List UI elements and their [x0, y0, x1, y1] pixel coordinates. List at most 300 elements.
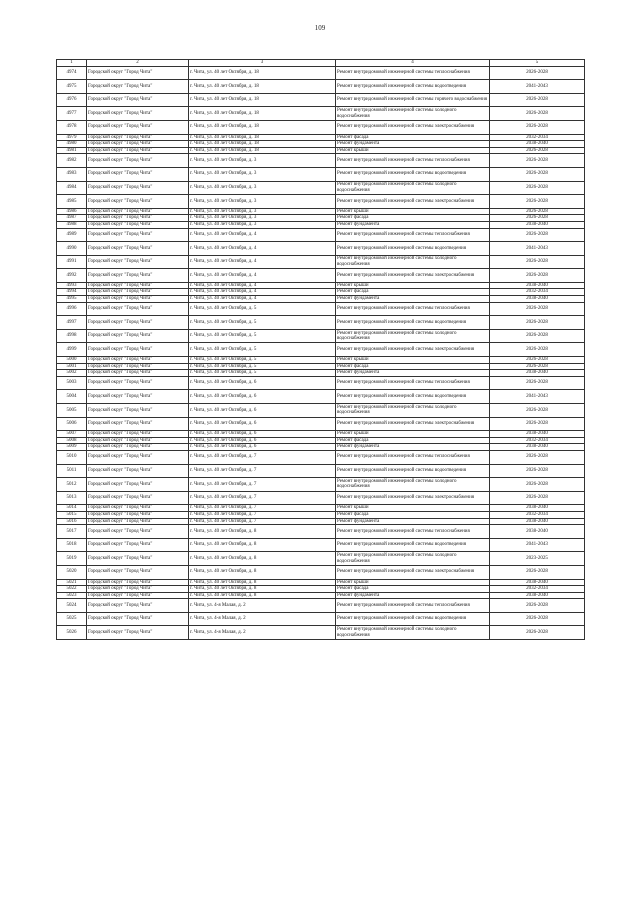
cell-work-type: Ремонт внутридомовой инженерной системы электроснабжения	[336, 491, 490, 505]
table-row	[57, 147, 585, 154]
cell-row-number: 4992	[57, 269, 87, 283]
cell-municipality: Городской округ "Город Чита"	[87, 450, 189, 464]
cell-row-number: 5012	[57, 478, 87, 492]
table-row	[57, 282, 585, 289]
cell-period: 2026-2028	[490, 302, 585, 316]
cell-work-type: Ремонт внутридомовой инженерной системы водоотведения	[336, 80, 490, 94]
cell-row-number: 4983	[57, 167, 87, 181]
cell-period: 2038-2040	[490, 141, 585, 148]
cell-period: 2041-2043	[490, 390, 585, 404]
cell-municipality: Городской округ "Город Чита"	[87, 417, 189, 431]
table-row	[57, 579, 585, 586]
table-row	[57, 343, 585, 357]
cell-row-number: 5018	[57, 538, 87, 552]
cell-municipality: Городской округ "Город Чита"	[87, 134, 189, 141]
cell-period: 2038-2040	[490, 518, 585, 525]
cell-period: 2026-2028	[490, 269, 585, 283]
cell-work-type: Ремонт крыши	[336, 282, 490, 289]
cell-work-type: Ремонт внутридомовой инженерной системы электроснабжения	[336, 120, 490, 134]
table-row	[57, 404, 585, 418]
table-row	[57, 511, 585, 518]
cell-municipality: Городской округ "Город Чита"	[87, 376, 189, 390]
table-row	[57, 390, 585, 404]
cell-municipality: Городской округ "Город Чита"	[87, 464, 189, 478]
cell-address: г. Чита, ул. 40 лет Октября, д. 4	[189, 296, 336, 303]
table-row	[57, 586, 585, 593]
cell-municipality: Городской округ "Город Чита"	[87, 565, 189, 579]
cell-row-number: 4994	[57, 289, 87, 296]
cell-period: 2026-2028	[490, 181, 585, 195]
cell-municipality: Городской округ "Город Чита"	[87, 296, 189, 303]
cell-address: г. Чита, ул. 40 лет Октября, д. 3	[189, 181, 336, 195]
cell-address: г. Чита, ул. 40 лет Октября, д. 3	[189, 221, 336, 228]
cell-address: г. Чита, ул. 40 лет Октября, д. 8	[189, 565, 336, 579]
cell-address: г. Чита, ул. 40 лет Октября, д. 6	[189, 417, 336, 431]
cell-work-type: Ремонт фасада	[336, 215, 490, 222]
cell-work-type: Ремонт внутридомовой инженерной системы теплоснабжения	[336, 599, 490, 613]
cell-work-type: Ремонт фасада	[336, 134, 490, 141]
cell-work-type: Ремонт внутридомовой инженерной системы холодного водоснабжения	[336, 181, 490, 195]
cell-row-number: 5003	[57, 376, 87, 390]
cell-address: г. Чита, ул. 40 лет Октября, д. 4	[189, 255, 336, 269]
cell-work-type: Ремонт внутридомовой инженерной системы теплоснабжения	[336, 228, 490, 242]
cell-municipality: Городской округ "Город Чита"	[87, 167, 189, 181]
cell-address: г. Чита, ул. 40 лет Октября, д. 5	[189, 329, 336, 343]
cell-row-number: 4996	[57, 302, 87, 316]
cell-period: 2026-2028	[490, 195, 585, 209]
cell-municipality: Городской округ "Город Чита"	[87, 181, 189, 195]
cell-work-type: Ремонт внутридомовой инженерной системы холодного водоснабжения	[336, 255, 490, 269]
table-row	[57, 141, 585, 148]
cell-row-number: 5024	[57, 599, 87, 613]
cell-row-number: 5019	[57, 552, 87, 566]
table-row	[57, 154, 585, 168]
cell-row-number: 4979	[57, 134, 87, 141]
cell-row-number: 5013	[57, 491, 87, 505]
cell-address: г. Чита, ул. 40 лет Октября, д. 3	[189, 195, 336, 209]
cell-address: г. Чита, ул. 40 лет Октября, д. 6	[189, 376, 336, 390]
cell-period: 2026-2028	[490, 357, 585, 364]
cell-row-number: 4982	[57, 154, 87, 168]
cell-row-number: 5009	[57, 444, 87, 451]
cell-row-number: 5010	[57, 450, 87, 464]
cell-period: 2032-2034	[490, 134, 585, 141]
cell-period: 2026-2028	[490, 565, 585, 579]
cell-period: 2026-2028	[490, 491, 585, 505]
cell-work-type: Ремонт крыши	[336, 357, 490, 364]
cell-work-type: Ремонт внутридомовой инженерной системы теплоснабжения	[336, 376, 490, 390]
cell-period: 2026-2028	[490, 599, 585, 613]
table-row	[57, 289, 585, 296]
cell-period: 2026-2028	[490, 167, 585, 181]
cell-period: 2026-2028	[490, 107, 585, 121]
cell-municipality: Городской округ "Город Чита"	[87, 505, 189, 512]
cell-period: 2026-2028	[490, 450, 585, 464]
cell-municipality: Городской округ "Город Чита"	[87, 228, 189, 242]
table-row	[57, 417, 585, 431]
cell-work-type: Ремонт фундамента	[336, 221, 490, 228]
cell-municipality: Городской округ "Город Чита"	[87, 215, 189, 222]
cell-period: 2026-2028	[490, 316, 585, 330]
cell-address: г. Чита, ул. 40 лет Октября, д. 18	[189, 147, 336, 154]
cell-period: 2026-2028	[490, 66, 585, 80]
cell-address: г. Чита, ул. 40 лет Октября, д. 7	[189, 505, 336, 512]
cell-row-number: 5006	[57, 417, 87, 431]
cell-address: г. Чита, ул. 40 лет Октября, д. 7	[189, 511, 336, 518]
cell-period: 2026-2028	[490, 363, 585, 370]
cell-work-type: Ремонт внутридомовой инженерной системы теплоснабжения	[336, 525, 490, 539]
cell-period: 2038-2040	[490, 505, 585, 512]
cell-municipality: Городской округ "Город Чита"	[87, 431, 189, 438]
cell-row-number: 5016	[57, 518, 87, 525]
table-row	[57, 93, 585, 107]
cell-municipality: Городской округ "Город Чита"	[87, 363, 189, 370]
cell-work-type: Ремонт внутридомовой инженерной системы водоотведения	[336, 390, 490, 404]
cell-row-number: 5022	[57, 586, 87, 593]
cell-period: 2032-2034	[490, 437, 585, 444]
cell-work-type: Ремонт фасада	[336, 586, 490, 593]
cell-work-type: Ремонт фундамента	[336, 518, 490, 525]
cell-address: г. Чита, ул. 40 лет Октября, д. 6	[189, 431, 336, 438]
cell-row-number: 5026	[57, 626, 87, 640]
cell-row-number: 4984	[57, 181, 87, 195]
cell-period: 2026-2028	[490, 478, 585, 492]
header-col-1: 1	[57, 60, 87, 67]
cell-work-type: Ремонт внутридомовой инженерной системы холодного водоснабжения	[336, 329, 490, 343]
cell-period: 2038-2040	[490, 431, 585, 438]
cell-period: 2032-2034	[490, 511, 585, 518]
cell-period: 2026-2028	[490, 255, 585, 269]
cell-period: 2038-2040	[490, 370, 585, 377]
cell-municipality: Городской округ "Город Чита"	[87, 437, 189, 444]
cell-row-number: 4975	[57, 80, 87, 94]
cell-address: г. Чита, ул. 40 лет Октября, д. 8	[189, 552, 336, 566]
cell-work-type: Ремонт фасада	[336, 363, 490, 370]
table-row	[57, 612, 585, 626]
cell-work-type: Ремонт фасада	[336, 511, 490, 518]
table-row	[57, 450, 585, 464]
cell-work-type: Ремонт внутридомовой инженерной системы холодного водоснабжения	[336, 478, 490, 492]
cell-row-number: 4981	[57, 147, 87, 154]
cell-period: 2038-2040	[490, 282, 585, 289]
cell-work-type: Ремонт внутридомовой инженерной системы электроснабжения	[336, 417, 490, 431]
cell-period: 2026-2028	[490, 215, 585, 222]
cell-municipality: Городской округ "Город Чита"	[87, 586, 189, 593]
cell-row-number: 4988	[57, 221, 87, 228]
table-row	[57, 302, 585, 316]
cell-municipality: Городской округ "Город Чита"	[87, 525, 189, 539]
cell-address: г. Чита, ул. 40 лет Октября, д. 5	[189, 357, 336, 364]
cell-work-type: Ремонт крыши	[336, 208, 490, 215]
cell-row-number: 4991	[57, 255, 87, 269]
table-row	[57, 599, 585, 613]
cell-work-type: Ремонт внутридомовой инженерной системы электроснабжения	[336, 195, 490, 209]
cell-work-type: Ремонт фундамента	[336, 444, 490, 451]
cell-address: г. Чита, ул. 40 лет Октября, д. 8	[189, 586, 336, 593]
table-header-row	[57, 60, 585, 67]
cell-work-type: Ремонт внутридомовой инженерной системы электроснабжения	[336, 269, 490, 283]
cell-work-type: Ремонт внутридомовой инженерной системы горячего водоснабжения	[336, 93, 490, 107]
cell-row-number: 5004	[57, 390, 87, 404]
cell-row-number: 4978	[57, 120, 87, 134]
cell-row-number: 4986	[57, 208, 87, 215]
cell-work-type: Ремонт внутридомовой инженерной системы водоотведения	[336, 242, 490, 256]
cell-municipality: Городской округ "Город Чита"	[87, 195, 189, 209]
table-row	[57, 464, 585, 478]
cell-work-type: Ремонт крыши	[336, 505, 490, 512]
table-row	[57, 80, 585, 94]
cell-work-type: Ремонт фундамента	[336, 592, 490, 599]
cell-address: г. Чита, ул. 40 лет Октября, д. 3	[189, 167, 336, 181]
cell-address: г. Чита, ул. 40 лет Октября, д. 4	[189, 269, 336, 283]
table-row	[57, 431, 585, 438]
cell-work-type: Ремонт внутридомовой инженерной системы водоотведения	[336, 538, 490, 552]
cell-municipality: Городской округ "Город Чита"	[87, 289, 189, 296]
cell-address: г. Чита, ул. 4-я Малая, д. 2	[189, 612, 336, 626]
table-row	[57, 552, 585, 566]
cell-address: г. Чита, ул. 40 лет Октября, д. 5	[189, 343, 336, 357]
cell-address: г. Чита, ул. 40 лет Октября, д. 18	[189, 141, 336, 148]
cell-row-number: 5025	[57, 612, 87, 626]
cell-municipality: Городской округ "Город Чита"	[87, 444, 189, 451]
table-row	[57, 444, 585, 451]
table-row	[57, 215, 585, 222]
table-row	[57, 228, 585, 242]
cell-work-type: Ремонт внутридомовой инженерной системы водоотведения	[336, 612, 490, 626]
cell-address: г. Чита, ул. 40 лет Октября, д. 6	[189, 390, 336, 404]
cell-address: г. Чита, ул. 40 лет Октября, д. 18	[189, 80, 336, 94]
cell-row-number: 5021	[57, 579, 87, 586]
cell-period: 2026-2028	[490, 120, 585, 134]
cell-work-type: Ремонт крыши	[336, 431, 490, 438]
cell-address: г. Чита, ул. 40 лет Октября, д. 8	[189, 592, 336, 599]
cell-row-number: 4999	[57, 343, 87, 357]
table-row	[57, 626, 585, 640]
cell-address: г. Чита, ул. 40 лет Октября, д. 7	[189, 478, 336, 492]
cell-work-type: Ремонт крыши	[336, 147, 490, 154]
cell-work-type: Ремонт фасада	[336, 289, 490, 296]
cell-address: г. Чита, ул. 40 лет Октября, д. 18	[189, 107, 336, 121]
cell-municipality: Городской округ "Город Чита"	[87, 579, 189, 586]
cell-work-type: Ремонт внутридомовой инженерной системы водоотведения	[336, 167, 490, 181]
cell-municipality: Городской округ "Город Чита"	[87, 404, 189, 418]
cell-period: 2041-2043	[490, 242, 585, 256]
cell-work-type: Ремонт фундамента	[336, 370, 490, 377]
table-row	[57, 592, 585, 599]
cell-municipality: Городской округ "Город Чита"	[87, 626, 189, 640]
cell-period: 2026-2028	[490, 464, 585, 478]
cell-municipality: Городской округ "Город Чита"	[87, 80, 189, 94]
cell-period: 2026-2028	[490, 147, 585, 154]
cell-address: г. Чита, ул. 40 лет Октября, д. 18	[189, 120, 336, 134]
cell-address: г. Чита, ул. 40 лет Октября, д. 4	[189, 282, 336, 289]
cell-row-number: 4980	[57, 141, 87, 148]
cell-period: 2032-2034	[490, 289, 585, 296]
cell-address: г. Чита, ул. 40 лет Октября, д. 7	[189, 464, 336, 478]
cell-work-type: Ремонт внутридомовой инженерной системы холодного водоснабжения	[336, 107, 490, 121]
cell-municipality: Городской округ "Город Чита"	[87, 221, 189, 228]
cell-row-number: 4985	[57, 195, 87, 209]
cell-row-number: 5000	[57, 357, 87, 364]
cell-municipality: Городской округ "Город Чита"	[87, 329, 189, 343]
cell-period: 2026-2028	[490, 154, 585, 168]
cell-work-type: Ремонт фундамента	[336, 296, 490, 303]
cell-address: г. Чита, ул. 40 лет Октября, д. 4	[189, 289, 336, 296]
table-row	[57, 181, 585, 195]
cell-municipality: Городской округ "Город Чита"	[87, 120, 189, 134]
cell-address: г. Чита, ул. 40 лет Октября, д. 5	[189, 370, 336, 377]
cell-municipality: Городской округ "Город Чита"	[87, 592, 189, 599]
table-row	[57, 107, 585, 121]
cell-address: г. Чита, ул. 40 лет Октября, д. 6	[189, 444, 336, 451]
cell-work-type: Ремонт внутридомовой инженерной системы теплоснабжения	[336, 154, 490, 168]
cell-period: 2038-2040	[490, 296, 585, 303]
cell-address: г. Чита, ул. 40 лет Октября, д. 18	[189, 66, 336, 80]
cell-municipality: Городской округ "Город Чита"	[87, 147, 189, 154]
cell-municipality: Городской округ "Город Чита"	[87, 93, 189, 107]
cell-row-number: 5023	[57, 592, 87, 599]
cell-work-type: Ремонт внутридомовой инженерной системы холодного водоснабжения	[336, 626, 490, 640]
cell-row-number: 5011	[57, 464, 87, 478]
cell-work-type: Ремонт фасада	[336, 437, 490, 444]
table-row	[57, 66, 585, 80]
cell-row-number: 4976	[57, 93, 87, 107]
cell-municipality: Городской округ "Город Чита"	[87, 478, 189, 492]
cell-address: г. Чита, ул. 40 лет Октября, д. 6	[189, 437, 336, 444]
cell-period: 2038-2040	[490, 221, 585, 228]
cell-row-number: 5002	[57, 370, 87, 377]
cell-address: г. Чита, ул. 40 лет Октября, д. 3	[189, 154, 336, 168]
cell-work-type: Ремонт внутридомовой инженерной системы электроснабжения	[336, 565, 490, 579]
cell-address: г. Чита, ул. 40 лет Октября, д. 18	[189, 93, 336, 107]
table-row	[57, 357, 585, 364]
cell-period: 2041-2043	[490, 80, 585, 94]
cell-row-number: 4974	[57, 66, 87, 80]
cell-municipality: Городской округ "Город Чита"	[87, 255, 189, 269]
cell-row-number: 4993	[57, 282, 87, 289]
cell-period: 2026-2028	[490, 208, 585, 215]
cell-address: г. Чита, ул. 40 лет Октября, д. 3	[189, 215, 336, 222]
cell-address: г. Чита, ул. 40 лет Октября, д. 5	[189, 316, 336, 330]
cell-address: г. Чита, ул. 40 лет Октября, д. 8	[189, 538, 336, 552]
table-row	[57, 478, 585, 492]
cell-address: г. Чита, ул. 40 лет Октября, д. 7	[189, 518, 336, 525]
cell-work-type: Ремонт крыши	[336, 579, 490, 586]
cell-municipality: Городской округ "Город Чита"	[87, 302, 189, 316]
cell-row-number: 5015	[57, 511, 87, 518]
cell-work-type: Ремонт внутридомовой инженерной системы холодного водоснабжения	[336, 552, 490, 566]
table-body	[57, 66, 585, 639]
cell-municipality: Городской округ "Город Чита"	[87, 141, 189, 148]
cell-row-number: 4998	[57, 329, 87, 343]
cell-row-number: 5005	[57, 404, 87, 418]
cell-work-type: Ремонт фундамента	[336, 141, 490, 148]
header-col-4: 4	[336, 60, 490, 67]
cell-row-number: 5020	[57, 565, 87, 579]
cell-municipality: Городской округ "Город Чита"	[87, 511, 189, 518]
cell-period: 2026-2028	[490, 626, 585, 640]
cell-work-type: Ремонт внутридомовой инженерной системы водоотведения	[336, 464, 490, 478]
cell-address: г. Чита, ул. 40 лет Октября, д. 6	[189, 404, 336, 418]
cell-municipality: Городской округ "Город Чита"	[87, 107, 189, 121]
cell-period: 2038-2040	[490, 444, 585, 451]
table-row	[57, 363, 585, 370]
cell-municipality: Городской округ "Город Чита"	[87, 491, 189, 505]
table-row	[57, 255, 585, 269]
cell-address: г. Чита, ул. 40 лет Октября, д. 5	[189, 302, 336, 316]
cell-address: г. Чита, ул. 40 лет Октября, д. 4	[189, 242, 336, 256]
cell-row-number: 5007	[57, 431, 87, 438]
cell-row-number: 5014	[57, 505, 87, 512]
cell-municipality: Городской округ "Город Чита"	[87, 242, 189, 256]
table-row	[57, 376, 585, 390]
cell-period: 2038-2040	[490, 579, 585, 586]
cell-row-number: 4997	[57, 316, 87, 330]
table-row	[57, 565, 585, 579]
cell-municipality: Городской округ "Город Чита"	[87, 612, 189, 626]
cell-row-number: 5017	[57, 525, 87, 539]
cell-municipality: Городской округ "Город Чита"	[87, 518, 189, 525]
table-row	[57, 538, 585, 552]
table-row	[57, 195, 585, 209]
cell-period: 2023-2025	[490, 552, 585, 566]
table-row	[57, 370, 585, 377]
table-row	[57, 208, 585, 215]
table-row	[57, 505, 585, 512]
cell-municipality: Городской округ "Город Чита"	[87, 269, 189, 283]
cell-row-number: 5001	[57, 363, 87, 370]
cell-work-type: Ремонт внутридомовой инженерной системы теплоснабжения	[336, 450, 490, 464]
table-row	[57, 525, 585, 539]
cell-address: г. Чита, ул. 40 лет Октября, д. 4	[189, 228, 336, 242]
cell-address: г. Чита, ул. 40 лет Октября, д. 7	[189, 450, 336, 464]
cell-address: г. Чита, ул. 40 лет Октября, д. 5	[189, 363, 336, 370]
cell-address: г. Чита, ул. 40 лет Октября, д. 3	[189, 208, 336, 215]
page-number: 109	[314, 24, 326, 32]
cell-address: г. Чита, ул. 4-я Малая, д. 2	[189, 599, 336, 613]
table-row	[57, 120, 585, 134]
cell-row-number: 4987	[57, 215, 87, 222]
cell-address: г. Чита, ул. 40 лет Октября, д. 18	[189, 134, 336, 141]
cell-municipality: Городской округ "Город Чита"	[87, 154, 189, 168]
cell-period: 2026-2028	[490, 612, 585, 626]
cell-work-type: Ремонт внутридомовой инженерной системы электроснабжения	[336, 343, 490, 357]
cell-period: 2041-2043	[490, 538, 585, 552]
cell-municipality: Городской округ "Город Чита"	[87, 370, 189, 377]
table-row	[57, 167, 585, 181]
cell-address: г. Чита, ул. 4-я Малая, д. 2	[189, 626, 336, 640]
cell-municipality: Городской округ "Город Чита"	[87, 316, 189, 330]
table-row	[57, 491, 585, 505]
cell-work-type: Ремонт внутридомовой инженерной системы теплоснабжения	[336, 66, 490, 80]
cell-address: г. Чита, ул. 40 лет Октября, д. 7	[189, 491, 336, 505]
cell-period: 2038-2040	[490, 592, 585, 599]
cell-municipality: Городской округ "Город Чита"	[87, 343, 189, 357]
table-row	[57, 242, 585, 256]
cell-municipality: Городской округ "Город Чита"	[87, 538, 189, 552]
cell-row-number: 5008	[57, 437, 87, 444]
header-col-2: 2	[87, 60, 189, 67]
cell-municipality: Городской округ "Город Чита"	[87, 282, 189, 289]
cell-work-type: Ремонт внутридомовой инженерной системы теплоснабжения	[336, 302, 490, 316]
cell-work-type: Ремонт внутридомовой инженерной системы водоотведения	[336, 316, 490, 330]
header-col-5: 5	[490, 60, 585, 67]
cell-period: 2026-2028	[490, 404, 585, 418]
cell-row-number: 4990	[57, 242, 87, 256]
cell-row-number: 4977	[57, 107, 87, 121]
cell-period: 2038-2040	[490, 525, 585, 539]
table-row	[57, 518, 585, 525]
